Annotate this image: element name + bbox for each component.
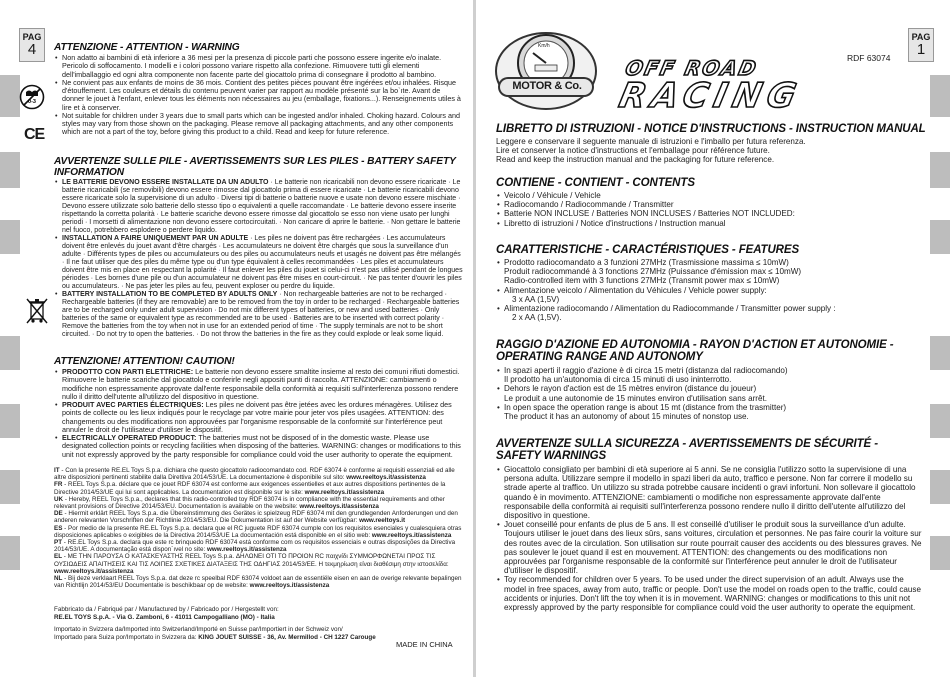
importer-label-2: Importado para Suiza por/Importato in Svizzera da: bbox=[54, 633, 197, 641]
side-tab bbox=[0, 152, 20, 188]
separator: - bbox=[62, 481, 69, 489]
caution-item-fr bbox=[62, 401, 464, 434]
range-title-1: RAGGIO D'AZIONE ED AUTONOMIA - RAYON D'ACTION ET AUTONOMIE - bbox=[496, 339, 894, 351]
declaration-uk bbox=[54, 496, 466, 510]
contents-item: • Radiocomando / Radiocommande / Transmitter bbox=[504, 200, 928, 209]
declaration-url[interactable]: www.reeltoys.it/assistenza bbox=[54, 567, 134, 575]
battery-item-fr bbox=[62, 235, 464, 291]
declaration-text: REEL Toys S.p.a. déclare que ce jouet RDF 63074 est conforme aux exigences essentielles et aux autres dispositions pertinentes de la Directive 2014/53/UE qui lui sont applicables. La documentation est disponible sur le site: bbox=[54, 481, 446, 496]
range-line: Le produit a une autonomie de 15 minutes environ d'utilisation sans arrêt. bbox=[504, 393, 767, 403]
battery-item-en bbox=[62, 291, 464, 339]
left-page bbox=[0, 0, 474, 677]
conformity-declarations bbox=[54, 467, 466, 589]
declaration-code: FR bbox=[54, 481, 63, 489]
range-section bbox=[496, 339, 928, 421]
declaration-url[interactable]: www.reeltoys.it/assistenza bbox=[304, 488, 385, 496]
crossed-bin-icon bbox=[24, 296, 50, 326]
declaration-de bbox=[54, 510, 466, 524]
side-tab bbox=[0, 470, 20, 504]
declaration-text: Con la presente RE.EL Toys S.p.a. dichiara che questo giocattolo radiocomandato cod. RDF 63074 è conforme ai requisiti essenziali ed alle altre disposizioni pertinenti stabilite dalla Direttiva 2014/53/UE. La documentazione è disponibile sul sito: bbox=[54, 467, 455, 482]
manual-section bbox=[496, 123, 928, 165]
range-item bbox=[504, 384, 928, 402]
off-road-racing-logo bbox=[616, 58, 928, 114]
caution-it-body: Le batterie non devono essere smaltite insieme al resto dei comuni rifiuti domestici. Rimuovere le batterie scariche dal giocattolo e conferirle negli appositi punti di raccolta. ATTENZIONE: cambiamenti o modifiche non espressamente approvate dall'ente responsabile della conformità ai requisiti sull'interferenza possono rendere nullo il diritto dell'utente all'utilizzo del dispositivo in questione. bbox=[62, 367, 460, 401]
feature-line: Produit radiocommandé à 3 fonctions 27MHz (Puissance d'émission max ≤ 10mW) bbox=[504, 267, 802, 277]
page-number: 4 bbox=[27, 41, 37, 58]
logo-brand-text: MOTOR & Co. bbox=[512, 80, 582, 92]
battery-it-body: · Le batterie non ricaricabili non devono essere ricaricate · Le batterie ricaricabili (se removibili) devono essere rimosse dal giocattolo prima di essere ricaricate · Le batterie ricaricabili devono essere ricaricate solo la supervisione di un adulto · Diversi tipi di batterie o batterie nuove e usate non devono essere mischiate · Devono essere utilizzate solo batterie dello stesso tipo o equivalenti a quelle raccomandate · Le batterie devono essere inserite rispettando la corretta polarità · Le batterie scariche devono essere rimosse dal giocattolo se esso non viene usato per lunghi periodi · I morsetti di alimentazione non devono essere cortocircuitati. · Non caricare di aprire le batterie. · Non gettare le batterie nel fuoco, potrebbero esplodere o perdere liquido. bbox=[62, 179, 461, 234]
declaration-code: EL bbox=[54, 553, 63, 561]
contents-section bbox=[496, 177, 928, 228]
warning-item-it: • Non adatto ai bambini di età inferiore a 36 mesi per la presenza di piccole parti che possono essere ingerite e/o inalate. Pericolo di soffocamento. I modelli e i colori possono variare rispetto alla confezione. Rimuovere tutti gli elementi dell'imballaggio ed ogni altra componente non facente parte del giocattolo prima di consegnare il prodotto al bambino. bbox=[62, 54, 464, 79]
right-page bbox=[476, 0, 950, 677]
manual-line-en: Read and keep the instruction manual and the packaging for future reference. bbox=[496, 155, 775, 165]
feature-item bbox=[504, 286, 928, 304]
battery-en-head: BATTERY INSTALLATION TO BE COMPLETED BY ADULTS ONLY bbox=[62, 291, 278, 298]
battery-it-head: LE BATTERIE DEVONO ESSERE INSTALLATE DA UN ADULTO bbox=[62, 179, 269, 186]
caution-fr-head: PRODUIT AVEC PARTIES ÉLECTRIQUES: bbox=[62, 400, 204, 409]
separator: - bbox=[63, 495, 69, 503]
svg-text:0-3: 0-3 bbox=[28, 99, 36, 105]
separator: - bbox=[62, 575, 69, 583]
page-number-badge bbox=[19, 28, 45, 62]
side-tab bbox=[930, 404, 950, 438]
manufacturer: RE.EL TOYS S.p.A. - Via G. Zamboni, 6 - 41011 Campogalliano (MO) - Italia bbox=[54, 613, 275, 621]
logo-line-1: OFF ROAD bbox=[623, 56, 761, 80]
declaration-text: ΜΕ ΤΗΝ ΠΑΡΟΥΣΑ Ο ΚΑΤΑΣΚΕΥΑΣΤΗΣ REEL Toys S.p.a. ΔΗΛΩΝΕΙ ΟΤΙ ΤΟ ΠΡΟΙΟΝ RC παιχνίδι ΣΥΜΜΟΡΦΩΝΕΤΑΙ ΠΡΟΣ ΤΙΣ ΟΥΣΙΩΔΕΙΣ ΑΠΑΙΤΗΣΕΙΣ ΚΑΙ ΤΙΣ ΛΟΙΠΕΣ ΣΧΕΤΙΚΕΣ ΔΙΑΤΑΞΕΙΣ ΤΗΣ ΟΔΗΓΙΑΣ 2014/53/ΕΕ. Η τεκμηρίωση είναι διαθέσιμη στην ιστοσελίδα: bbox=[54, 553, 449, 568]
safety-title-2: SAFETY WARNINGS bbox=[496, 450, 607, 462]
manual-line-fr: Lire et conserver la notice d'instructions et l'emballage pour référence future. bbox=[496, 146, 770, 156]
page-label: PAG bbox=[22, 32, 42, 42]
made-in-label: MADE IN CHINA bbox=[396, 640, 453, 649]
importer: KING JOUET SUISSE - 36, Av. Mermillod - CH 1227 Carouge bbox=[198, 633, 376, 641]
declaration-nl bbox=[54, 575, 466, 589]
declaration-text: Por medio de la presente RE.EL Toys S.p.a. declara que el RC juguete RDF 63074 cumple con los requisitos esenciales y cualesquiera otras disposiciones aplicables o exigibles de la Directiva 2014/53/UE La documentación está disponible en el sitio web: bbox=[54, 524, 462, 539]
declaration-code: ES bbox=[54, 524, 63, 532]
side-tab bbox=[930, 536, 950, 570]
warning-title: ATTENZIONE - ATTENTION - WARNING bbox=[54, 42, 240, 53]
battery-section bbox=[54, 156, 464, 339]
side-tab bbox=[930, 470, 950, 504]
page-number-badge bbox=[908, 28, 934, 62]
side-tab bbox=[930, 75, 950, 117]
caution-fr-body: Les piles ne doivent pas être jetées avec les ordures ménagères. Utilisez des points de collecte ou les lieux indiqués pour le recyclage par votre mairie pour jeter vos piles usagées. ATTENTION: des changements ou des modifications non approuvées par l'organisme responsable de la conformité sur l'interférence peut annuler le droit de l'utilisateur d'utiliser le dispositif. bbox=[62, 400, 452, 434]
side-tab bbox=[0, 75, 20, 117]
warning-item-fr: • Ne convient pas aux enfants de moins de 36 mois. Contient des petites pièces pouvant être ingérées et/ou inhalées. Risque d'étouffement. Les couleurs et détails du contenu peuvent varier par rapport au modèle présenté sur la bo`ıte. Avant de donner le jouet à l'enfant, enlever tous les éléments non nécessaires au jeu (emballage, fixations...). Renseignements utiles à lire et à conserver. bbox=[62, 79, 464, 112]
caution-en-head: ELECTRICALLY OPERATED PRODUCT: bbox=[62, 433, 197, 442]
separator: - bbox=[59, 467, 66, 474]
declaration-url[interactable]: www.reeltoys.it/assistenza bbox=[299, 503, 379, 511]
age-warning-icon bbox=[19, 84, 45, 110]
safety-item-en: • Toy recommended for children over 5 years. To be used under the direct supervision of an adult. Always use the model in free spaces, away from auto, traffic or people. Don't use the model on roads open to the traffic, could cause accidents or injuries. Don't lift the toy when it is in movement. WARNING: changes or modifications to this unit not expressly approved by the party responsible for compliance could void the user authority to operate the equipment. bbox=[504, 575, 928, 612]
contents-title: CONTIENE - CONTIENT - CONTENTS bbox=[496, 177, 695, 189]
warning-section bbox=[54, 42, 464, 137]
battery-en-body: · Non rechargeable batteries are not to be recharged · Rechargeable batteries (if they are removable) are to be removed from the toy in order to be recharged · Rechargeable batteries are to be recharged only under adult supervision · Do not mix different types of batteries, or new and used batteries · Only batteries of the same or equivalent type as recommended are to be used · Batteries are to be inserted with correct polarity · Remove the batteries from the toy when not in use for an extended period of time · The supply terminals are not to be short circuited. · Do not try to open the batteries. · Do not throw the batteries in the fire as they could explode or leak some liquid. bbox=[62, 291, 460, 338]
declaration-text: Hiermit erklärt REEL Toys S.p.a. die Übereinstimmung des Gerätes ic spielzeug RDF 63074 mit den grundlegenden Anforderungen und den anderen relevanten Vorschriften der Richtlinie 2014/53/EU. Die Dokumentation ist auf der Website verfügbar: bbox=[54, 510, 458, 525]
logo-gauge-label: Km/h bbox=[538, 43, 550, 49]
declaration-url[interactable]: www.reeltoys.it/assistenza bbox=[346, 474, 426, 482]
declaration-es bbox=[54, 525, 466, 539]
manual-title: LIBRETTO DI ISTRUZIONI - NOTICE D'INSTRUCTIONS - INSTRUCTION MANUAL bbox=[496, 123, 926, 135]
feature-line: 3 x AA (1,5V) bbox=[512, 294, 560, 304]
caution-en-body: The batteries must not be disposed of in the domestic waste. Please use designated collection points or recycling facilities when disposing of the batteries. WARNING: changes or modifications to this unit not expressly approved by the party responsible for compliance could void the user authority to operate the equipment. bbox=[62, 433, 461, 459]
declaration-el bbox=[54, 553, 466, 575]
separator: - bbox=[62, 524, 69, 532]
side-tab bbox=[930, 336, 950, 370]
feature-line: • Prodotto radiocomandato a 3 funzioni 27MHz (Trasmissione massima ≤ 10mW) bbox=[504, 258, 789, 267]
motor-co-logo bbox=[492, 25, 600, 111]
declaration-url[interactable]: www.reeltoys.it/assistenza bbox=[249, 582, 330, 590]
contents-item: • Batterie NON INCLUSE / Batteries NON INCLUSES / Batteries NOT INCLUDED: bbox=[504, 209, 928, 218]
features-section bbox=[496, 244, 928, 322]
contents-item: • Libretto di istruzioni / Notice d'instructions / Instruction manual bbox=[504, 219, 928, 228]
separator: - bbox=[62, 539, 68, 547]
importer-label: Importato in Svizzera da/Imported into Switzerland/Importé en Suisse par/Importiert in der Schweiz von/ bbox=[54, 626, 343, 634]
declaration-text: Bij deze verklaart REEL Toys S.p.a. dat deze rc speelbal RDF 63074 voldoet aan de essentiële eisen en aan de overige relevante bepalingen van Richtlijn 2014/53/EU Documentatie is beschikbaar op de website: bbox=[54, 575, 462, 590]
declaration-code: PT bbox=[54, 539, 63, 547]
caution-it-head: PRODOTTO CON PARTI ELETTRICHE: bbox=[62, 367, 194, 376]
range-line: • In open space the operation range is about 15 mt (distance from the trasmitter) bbox=[504, 402, 787, 412]
separator: - bbox=[62, 553, 68, 561]
declaration-fr bbox=[54, 481, 466, 495]
feature-line: • Alimentazione veicolo / Alimentation du Véhicules / Vehicle power supply: bbox=[504, 285, 767, 295]
ce-mark-icon: CE bbox=[24, 126, 45, 143]
declaration-text: RE.EL Toys S.p.a. declara que este rc brinquedo RDF 63074 está conforme com os requisitos essenciais e outras disposições da Directiva 2014/53/UE. A documentação está dispon´ıvel no site: bbox=[54, 539, 456, 554]
declaration-pt bbox=[54, 539, 466, 553]
declaration-code: NL bbox=[54, 575, 63, 583]
range-title-2: OPERATING RANGE AND AUTONOMY bbox=[496, 351, 703, 363]
side-tab bbox=[0, 536, 20, 570]
side-tab bbox=[0, 220, 20, 254]
declaration-code: UK bbox=[54, 495, 64, 503]
declaration-code: IT bbox=[54, 467, 60, 474]
range-item bbox=[504, 403, 928, 421]
logo-line-2: RACING bbox=[615, 76, 806, 116]
battery-fr-head: INSTALLATION A FAIRE UNIQUEMENT PAR UN ADULTE bbox=[62, 235, 249, 242]
range-line: • Dehors le rayon d'action est de 15 mètres environ (distance du joueur) bbox=[504, 384, 757, 394]
side-tab bbox=[0, 404, 20, 438]
manual-line-it: Leggere e conservare il seguente manuale di istruzioni e l'imballo per futura referenza. bbox=[496, 137, 806, 146]
range-line: • In spazi aperti il raggio d'azione è di circa 15 metri (distanza dal radiocomando) bbox=[504, 366, 788, 375]
page-number: 1 bbox=[916, 41, 926, 58]
footer bbox=[54, 606, 466, 641]
side-tab bbox=[0, 336, 20, 370]
page-label: PAG bbox=[911, 32, 931, 42]
caution-title: ATTENZIONE! ATTENTION! CAUTION! bbox=[54, 356, 235, 367]
feature-line: • Alimentazione radiocomando / Alimentation du Radiocommande / Transmitter power supply : bbox=[504, 304, 836, 314]
battery-fr-body: · Les piles ne doivent pas être rechargées · Les accumulateurs doivent être enlevés du jouet avant d'être chargés · Les accumulateurs ne doivent être chargés que sous la surveillance d'un adulte · Différents types de piles ou accumulateurs ou des piles ou accumulateurs neufs et usagés ne doivent pas être mélangés · Il ne faut utiliser que des piles du même type ou d'un type équivalent à celles recommandées · Les piles et accumulateurs doivent être mis en place en respectant la polarité · Il faut enlever les piles du jouet si celui-ci n'est pas utilisé pendant de longues périodes · Les bornes d'une pile ou d'un accumulateur ne doivent pas être mises en court-circuit. · Ne pas tenter d'ouvrir les piles ou accumulateurs. · Ne pas jeter les piles au feu, peuvent exploser ou perdre du liquide. bbox=[62, 235, 463, 290]
caution-section bbox=[54, 356, 464, 459]
side-tab bbox=[930, 220, 950, 254]
feature-item bbox=[504, 304, 928, 322]
range-line: Il prodotto ha un'autonomia di circa 15 minuti di uso ininterrotto. bbox=[504, 375, 732, 385]
features-title: CARATTERISTICHE - CARACTÉRISTIQUES - FEATURES bbox=[496, 244, 800, 256]
manufacturer-label: Fabbricato da / Fabriqué par / Manufactured by / Fabricado por / Hergestellt von: bbox=[54, 606, 279, 613]
declaration-url[interactable]: www.reeltoys.it bbox=[359, 517, 406, 525]
declaration-text: Hereby, REEL Toys S.p.a., declares that this radio-controlled toy RDF 63074 is in compliance with the essential requirements and other relevant provisions of Directive 2014/53/EU. Documentation is available on the website: bbox=[54, 495, 445, 511]
safety-item-fr: • Jouet conseillé pour enfants de plus de 5 ans. Il est conseillé d'utiliser le produit sous la surveillance d'un adulte. Toujours utiliser le jouet dans des lieux sûrs, sans voitures, circulation et personnes. Ne pas faire courir la voiture sur des routes avec de la circulation. Son utilisation sur route pourrait causer des accidents ou des blessures graves. Ne pas soulever le jouet quand il est en mouvement. ATTENTION: des changements ou des modifications non approuvées par l'organisme responsable de la conformité sur l'interférence peut annuler le droit de l'utilisateur d'utiliser le dispositif. bbox=[504, 520, 928, 575]
range-line: The product it has an autonomy of about 15 minutes of nonstop use. bbox=[504, 412, 749, 422]
feature-line: Radio-controlled item with 3 functions 27MHz (Transmit power max ≤ 10mW) bbox=[504, 276, 780, 286]
declaration-it bbox=[54, 467, 466, 481]
declaration-url[interactable]: www.reeltoys.it/assistenza bbox=[206, 546, 287, 554]
feature-item bbox=[504, 258, 928, 286]
side-tab bbox=[930, 152, 950, 188]
contents-item: • Veicolo / Véhicule / Vehicle bbox=[504, 191, 928, 200]
feature-line: 2 x AA (1,5V). bbox=[512, 313, 562, 323]
caution-item-it bbox=[62, 368, 464, 401]
battery-title: AVVERTENZE SULLE PILE - AVERTISSEMENTS SUR LES PILES - BATTERY SAFETY INFORMATION bbox=[54, 156, 456, 178]
battery-item-it bbox=[62, 179, 464, 235]
caution-item-en bbox=[62, 434, 464, 459]
declaration-code: DE bbox=[54, 510, 63, 518]
warning-item-en: • Not suitable for children under 3 years due to small parts which can be ingested and/or inhaled. Choking hazard. Colours and styles may vary from those shown on the packaging. Please remove all packaging attachments, and any other components which are not a part of the toy, before giving this product to a child. Read and keep for future reference. bbox=[62, 112, 464, 137]
product-code: RDF 63074 bbox=[847, 53, 891, 63]
range-item bbox=[504, 366, 928, 384]
separator: - bbox=[62, 510, 69, 518]
safety-item-it: • Giocattolo consigliato per bambini di età superiore ai 5 anni. Se ne consiglia l'utilizzo sotto la supervisione di una persona adulta. Utilizzare sempre il modello in spazi liberi da auto, traffico e persone. Non far correre il modello su strade aperte al traffico. Un utilizzo su strada potrebbe causare incidenti o gravi infortuni. Non sollevare il giocattolo quando è in movimento. ATTENZIONE: cambiamenti o modifiche non espressamente approvate dall'ente responsabile della conformità ai requisiti sull'interferenza possono rendere nullo il diritto dell'utente all'utilizzo del dispositivo in questione. bbox=[504, 465, 928, 520]
safety-title-1: AVVERTENZE SULLA SICUREZZA - AVERTISSEMENTS DE SÉCURITÉ - bbox=[496, 438, 878, 450]
safety-section bbox=[496, 438, 928, 612]
declaration-url[interactable]: www.reeltoys.it/assistenza bbox=[371, 531, 452, 539]
